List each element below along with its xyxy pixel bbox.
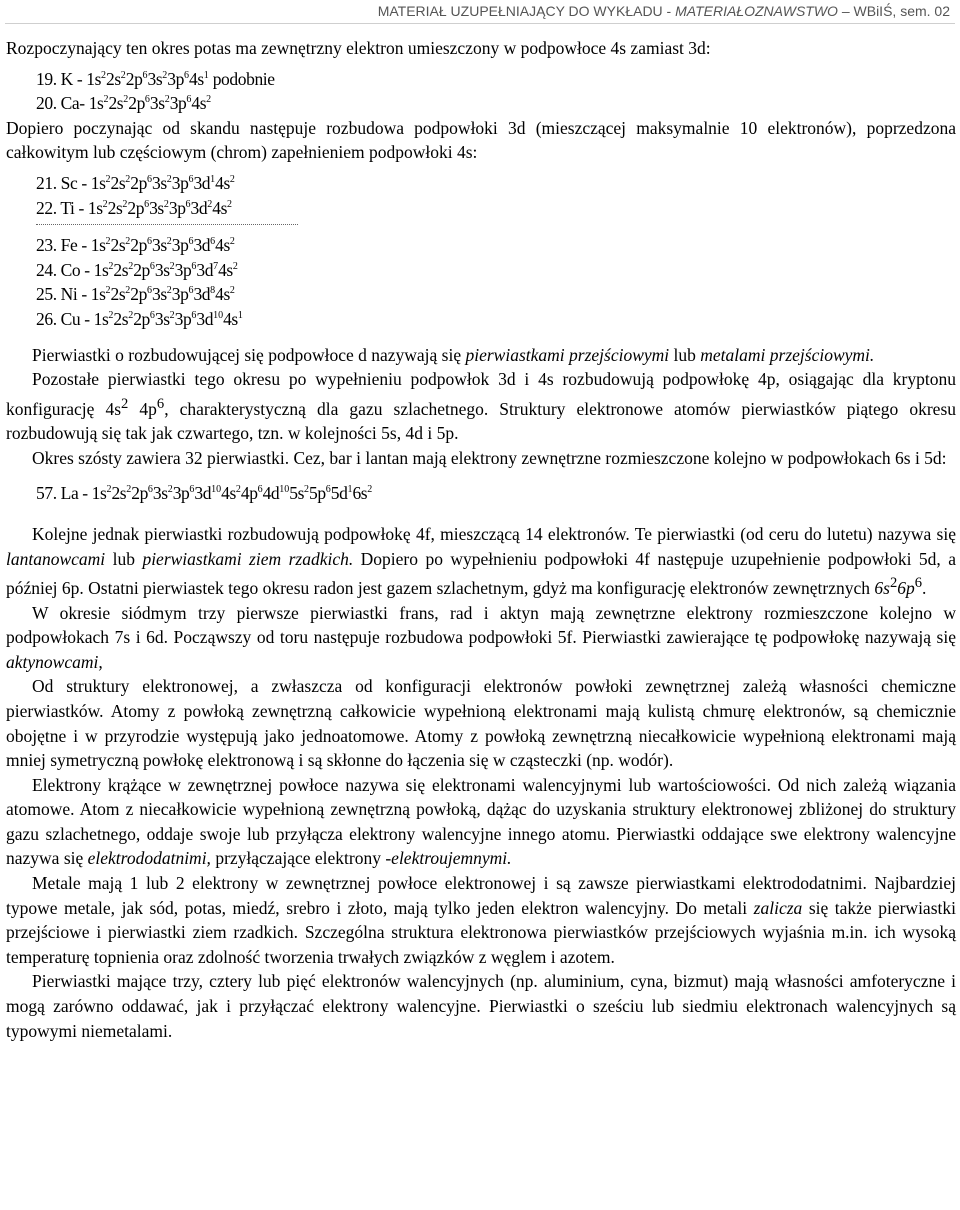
spacer <box>6 332 956 343</box>
superscript: 1 <box>347 484 353 496</box>
superscript: 2 <box>232 260 238 272</box>
text-run: 4s <box>188 68 204 89</box>
superscript: 6 <box>186 94 192 106</box>
text-run: Dopiero po wypełnieniu podpowłoki 4f następuje uzupełnienie podpowłoki 5d, a później 6p. Ostatni pierwiastek tego okresu radon jest gazem szlachetnym, gdyż ma konfigurację elektronów zewnętrznych <box>6 548 956 598</box>
text-run: Od struktury elektronowej, a zwłaszcza od konfiguracji elektronów powłoki zewnętrznej zależą własności chemiczne pierwiastków. Atomy z powłoką zewnętrzną całkowicie wypełnioną elektronami mają kulistą chmurę elektronów, są chemicznie obojętne i w przyrodzie występują jako jednoatomowe. Atomy z powłoką zewnętrzną niecałkowicie wypełnioną elektronami mają mniej symetryczną powłokę elektronową i są skłonne do łączenia się w cząsteczki (np. wodór). <box>6 676 956 771</box>
superscript: 2 <box>122 198 128 210</box>
superscript: 6 <box>191 260 197 272</box>
superscript: 6 <box>914 575 923 592</box>
text-run: Kolejne jednak pierwiastki rozbudowują podpowłokę 4f, mieszczącą 14 elektronów. Te pierwiastki (od ceru do lutetu) nazywa się <box>32 523 956 544</box>
text-run: 4s <box>221 483 236 504</box>
text-run: Pierwiastki mające trzy, cztery lub pięć elektronów walencyjnych (np. aluminium, cyna, bizmut) mają własności amfoteryczne i mogą zarówno oddawać, jak i przyłączać elektrony walencyjne. Pierwiastki o sześciu lub siedmiu elektronach walencyjnych są typowymi niemetalami. <box>6 971 956 1041</box>
text-run: 2p <box>130 172 147 193</box>
text-run: 21. Sc - 1s <box>36 172 106 193</box>
text-run: 5p <box>309 483 326 504</box>
text-run: 5s <box>289 483 305 504</box>
scandium-paragraph: Dopiero poczynając od skandu następuje rozbudowa podpowłoki 3d (mieszczącej maksymalnie 10 elektronów), poprzedzona całkowitym lub częściowym (chrom) zapełnieniem podpowłoki 4s: <box>6 117 956 163</box>
formula-line <box>36 307 956 332</box>
formula-line <box>36 67 956 92</box>
superscript: 2 <box>166 236 172 248</box>
text-run: W okresie siódmym trzy pierwsze pierwiastki frans, rad i aktyn mają zewnętrzne elektrony rozmieszczone kolejno w podpowłokach 7s i 6d. Począwszy od toru następuje rozbudowa podpowłoki 5f. Pierwiastki zawierające tę podpowłokę nazywają się <box>6 602 956 648</box>
body-paragraph <box>6 343 956 368</box>
superscript: 2 <box>166 285 172 297</box>
header-semester: – WBiIŚ, sem. 02 <box>837 3 950 19</box>
superscript: 10 <box>279 484 290 496</box>
superscript: 2 <box>103 94 109 106</box>
text-run: 24. Co - 1s <box>36 259 109 280</box>
body-paragraph <box>6 674 956 772</box>
superscript: 2 <box>120 69 126 81</box>
superscript: 2 <box>229 236 235 248</box>
text-run: 3d <box>194 483 212 504</box>
superscript: 6 <box>183 69 189 81</box>
superscript: 7 <box>213 260 219 272</box>
superscript: 2 <box>169 309 175 321</box>
text-run: Pozostałe pierwiastki tego okresu po wypełnieniu podpowłok 3d i 4s rozbudowują podpowłokę 4p, osiągając dla kryptonu konfigurację 4s <box>6 369 956 419</box>
text-run: 4s <box>223 308 238 329</box>
body-paragraph <box>6 773 956 871</box>
text-run: 3s <box>151 235 167 256</box>
superscript: 2 <box>106 484 112 496</box>
superscript: 2 <box>169 260 175 272</box>
text-run: 3p <box>171 172 189 193</box>
spacer <box>6 470 956 481</box>
superscript: 2 <box>304 484 310 496</box>
superscript: 2 <box>121 395 129 412</box>
superscript: 2 <box>206 94 212 106</box>
body-paragraph <box>6 522 956 601</box>
formula-line <box>36 171 956 196</box>
superscript: 6 <box>149 309 155 321</box>
text-run: podobnie <box>208 68 275 89</box>
superscript: 2 <box>125 285 131 297</box>
text-run: 2s <box>107 197 123 218</box>
superscript: 2 <box>166 173 172 185</box>
body-paragraph <box>6 871 956 969</box>
text-run: lub <box>105 548 143 569</box>
text-run: 3d <box>193 284 211 305</box>
text-run: 2s <box>108 93 124 114</box>
text-run: 3p <box>168 197 186 218</box>
superscript: 2 <box>102 198 108 210</box>
text-run: 23. Fe - 1s <box>36 235 106 256</box>
italic-term: aktynowcami, <box>6 651 103 672</box>
text-run: 4p <box>240 483 258 504</box>
superscript: 2 <box>163 198 169 210</box>
text-run: 5d <box>330 483 348 504</box>
italic-term: elektrododatnimi, <box>87 848 211 869</box>
superscript: 2 <box>108 309 114 321</box>
superscript: 2 <box>367 484 373 496</box>
spacer <box>6 506 956 522</box>
superscript: 6 <box>144 198 150 210</box>
superscript: 1 <box>203 69 209 81</box>
superscript: 6 <box>185 198 191 210</box>
superscript: 2 <box>123 94 129 106</box>
text-run: 3p <box>169 93 187 114</box>
superscript: 6 <box>149 260 155 272</box>
text-run: 3s <box>152 483 168 504</box>
superscript: 2 <box>162 69 168 81</box>
superscript: 2 <box>164 94 170 106</box>
body-paragraph <box>6 446 956 471</box>
superscript: 2 <box>235 484 241 496</box>
text-run: 3p <box>171 284 189 305</box>
superscript: 6 <box>188 285 194 297</box>
body-paragraph <box>6 969 956 1043</box>
text-run: 2p <box>130 235 147 256</box>
superscript: 6 <box>325 484 331 496</box>
text-run: 2p <box>127 197 145 218</box>
text-run: Metale mają 1 lub 2 elektrony w zewnętrznej powłoce elektronowej i są zawsze pierwiastkami elektrododatnimi. Najbardziej typowe metale, jak sód, potas, miedź, srebro i złoto, mają tylko jeden elektron walencyjny. Do metali <box>6 873 956 918</box>
text-run: 3s <box>151 172 167 193</box>
superscript: 2 <box>126 484 132 496</box>
superscript: 2 <box>167 484 173 496</box>
text-run: 2p <box>133 308 150 329</box>
text-run: 19. K - 1s <box>36 68 102 89</box>
text-run: 2s <box>110 284 126 305</box>
italic-term: 6p <box>897 577 915 598</box>
text-run: 20. Ca- 1s <box>36 93 104 114</box>
superscript: 2 <box>125 173 131 185</box>
italic-term: pierwiastkami przejściowymi <box>465 344 670 365</box>
text-run: 2p <box>131 483 148 504</box>
superscript: 1 <box>210 173 216 185</box>
superscript: 2 <box>128 309 134 321</box>
superscript: 6 <box>188 236 194 248</box>
formula-line <box>36 196 956 221</box>
text-run: lub <box>669 344 701 365</box>
text-run: 3s <box>154 259 170 280</box>
text-run: 2s <box>106 68 121 89</box>
superscript: 2 <box>105 236 111 248</box>
text-run: 4p <box>128 398 157 419</box>
superscript: 2 <box>108 260 114 272</box>
text-run: 4d <box>262 483 280 504</box>
superscript: 10 <box>211 484 222 496</box>
text-run: 3p <box>167 68 184 89</box>
text-run: 3p <box>174 259 192 280</box>
superscript: 1 <box>237 309 243 321</box>
text-run: 57. La - 1s <box>36 483 107 504</box>
superscript: 6 <box>156 395 165 412</box>
text-run: 2p <box>128 93 145 114</box>
text-run: 26. Cu - 1s <box>36 308 109 329</box>
document-body <box>6 36 956 1043</box>
text-run: . <box>922 577 927 598</box>
text-run: 3d <box>193 172 211 193</box>
superscript: 10 <box>213 309 224 321</box>
text-run: 4s <box>218 259 233 280</box>
header-course-text: MATERIAŁ UZUPEŁNIAJĄCY DO WYKŁADU - <box>377 3 676 19</box>
italic-term: zalicza <box>753 897 803 918</box>
text-run: 3d <box>196 308 214 329</box>
text-run: 4s <box>215 172 230 193</box>
superscript: 2 <box>128 260 134 272</box>
superscript: 6 <box>147 484 153 496</box>
superscript: 8 <box>210 285 216 297</box>
text-run: 25. Ni - 1s <box>36 284 106 305</box>
text-run: 2s <box>110 172 126 193</box>
text-run: 3d <box>190 197 208 218</box>
italic-term: 6s <box>874 577 890 598</box>
header-divider <box>5 23 955 24</box>
text-run: 3d <box>193 235 211 256</box>
intro-paragraph: Rozpoczynający ten okres potas ma zewnętrzny elektron umieszczony w podpowłoce 4s zamiast 3d: <box>6 38 711 58</box>
text-run: 22. Ti - 1s <box>36 197 103 218</box>
superscript: 2 <box>227 198 233 210</box>
text-run: 2s <box>110 235 126 256</box>
superscript: 2 <box>125 236 131 248</box>
text-run: 3d <box>196 259 214 280</box>
text-run: Elektrony krążące w zewnętrznej powłoce nazywa się elektronami walencyjnymi lub wartościowości. Od nich zależą wiązania atomowe. Atom z niecałkowicie wypełnioną zewnętrzną powłoką, dążąc do uzyskania struktury elektronowej zbliżonej do struktury gazu szlachetnego, oddaje swoje lub przyłącza elektrony walencyjne innego atomu. Pierwiastki oddające swe elektrony walencyjne nazywa się <box>6 774 956 869</box>
text-run: 3s <box>154 308 170 329</box>
text-run: 3p <box>174 308 192 329</box>
text-run: 6s <box>352 483 368 504</box>
text-run: 3s <box>151 284 167 305</box>
text-run: 2p <box>130 284 147 305</box>
dotted-separator <box>36 224 298 225</box>
text-run: 4s <box>191 93 207 114</box>
superscript: 6 <box>257 484 263 496</box>
italic-term: lantanowcami <box>6 548 106 569</box>
superscript: 6 <box>188 173 194 185</box>
superscript: 2 <box>229 173 235 185</box>
text-run: 2s <box>113 308 129 329</box>
superscript: 6 <box>144 94 150 106</box>
superscript: 6 <box>146 173 152 185</box>
formula-line <box>36 282 956 307</box>
text-run: 3p <box>171 235 189 256</box>
formula-line-lanthanum <box>36 481 956 506</box>
superscript: 2 <box>229 285 235 297</box>
italic-term: pierwiastkami ziem rzadkich. <box>142 548 354 569</box>
superscript: 6 <box>142 69 148 81</box>
text-run: 2s <box>111 483 127 504</box>
text-run: przyłączające elektrony - <box>210 848 392 869</box>
formula-line <box>36 258 956 283</box>
body-paragraph <box>6 367 956 446</box>
text-run: Okres szósty zawiera 32 pierwiastki. Cez, bar i lantan mają elektrony zewnętrzne rozmieszczone kolejno w podpowłokach 6s i 5d: <box>32 447 947 468</box>
page-header <box>378 3 950 19</box>
text-run: 4s <box>215 235 230 256</box>
formula-line <box>36 233 956 258</box>
superscript: 6 <box>189 484 195 496</box>
italic-term: metalami przejściowymi. <box>700 344 875 365</box>
text-run: 3p <box>172 483 190 504</box>
superscript: 6 <box>210 236 216 248</box>
superscript: 2 <box>105 173 111 185</box>
text-run: 3s <box>149 197 164 218</box>
superscript: 6 <box>191 309 197 321</box>
text-run: 3s <box>149 93 165 114</box>
text-run: się także pierwiastki przejściowe i pierwiastki ziem rzadkich. Szczególna struktura elektronowa pierwiastków przejściowych wyjaśnia m.in. ich wysoką temperaturę topnienia oraz zdolność tworzenia trwałych związków z węglem i azotem. <box>6 897 956 967</box>
superscript: 2 <box>105 285 111 297</box>
superscript: 2 <box>889 575 898 592</box>
text-run: 4s <box>212 197 228 218</box>
text-run: , charakterystyczną dla gazu szlachetnego. Struktury elektronowe atomów pierwiastków piątego okresu rozbudowują się tak jak czwartego, tzn. w kolejności 5s, 4d i 5p. <box>6 398 957 444</box>
body-paragraph <box>6 601 956 675</box>
superscript: 2 <box>207 198 213 210</box>
header-subject: MATERIAŁOZNAWSTWO <box>675 3 838 19</box>
superscript: 2 <box>101 69 107 81</box>
text-run: 2p <box>133 259 150 280</box>
text-run: 2s <box>113 259 129 280</box>
superscript: 6 <box>146 236 152 248</box>
formula-line <box>36 91 956 116</box>
text-run: Pierwiastki o rozbudowującej się podpowłoce d nazywają się <box>32 344 466 365</box>
text-run: 4s <box>215 284 230 305</box>
italic-term: elektroujemnymi. <box>391 848 512 869</box>
superscript: 6 <box>146 285 152 297</box>
text-run: 3s <box>147 68 163 89</box>
text-run: 2p <box>125 68 143 89</box>
